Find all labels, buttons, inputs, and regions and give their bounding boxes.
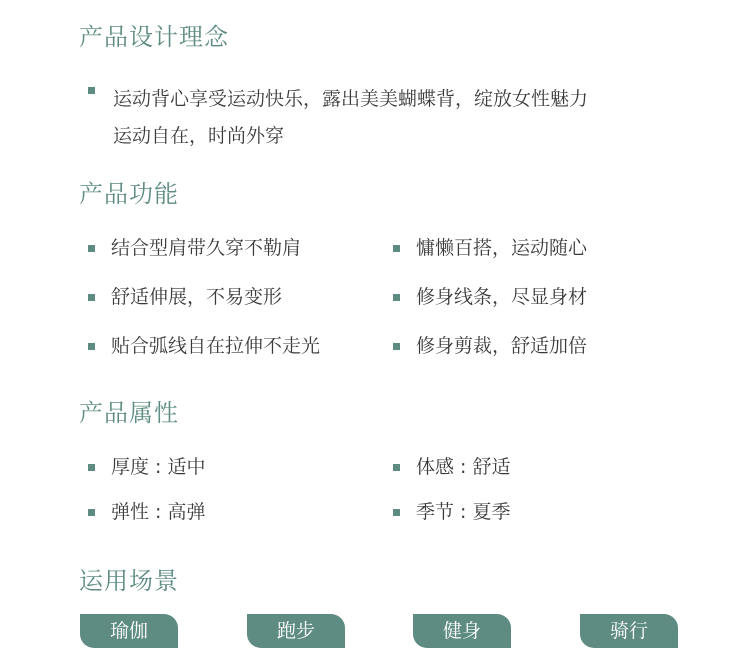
bullet-icon xyxy=(88,464,95,471)
feature-item xyxy=(393,235,587,261)
attribute-item xyxy=(393,454,510,480)
feature-item xyxy=(393,284,587,310)
design-section-title: 产品设计理念 xyxy=(79,23,229,51)
bullet-icon xyxy=(393,294,400,301)
attribute-label: 体感 : 舒适 xyxy=(416,456,511,478)
feature-label: 结合型肩带久穿不勒肩 xyxy=(111,237,302,259)
bullet-icon xyxy=(88,245,95,252)
feature-label: 修身剪裁，舒适加倍 xyxy=(416,335,588,357)
scene-button-cycling[interactable]: 骑行 xyxy=(580,614,678,648)
design-line: 运动背心享受运动快乐，露出美美蝴蝶背，绽放女性魅力 xyxy=(113,88,589,110)
attribute-item xyxy=(393,499,510,525)
scene-button-running[interactable]: 跑步 xyxy=(247,614,345,648)
bullet-icon xyxy=(393,509,400,516)
bullet-icon xyxy=(88,87,95,94)
attribute-label: 弹性 : 高弹 xyxy=(111,501,206,523)
bullet-icon xyxy=(393,245,400,252)
feature-item xyxy=(393,333,587,359)
feature-label: 修身线条，尽显身材 xyxy=(416,286,588,308)
feature-item xyxy=(88,235,301,261)
design-line: 运动自在，时尚外穿 xyxy=(113,125,285,147)
scene-button-fitness[interactable]: 健身 xyxy=(413,614,511,648)
attribute-item xyxy=(88,499,205,525)
bullet-icon xyxy=(88,294,95,301)
feature-item xyxy=(88,333,320,359)
attribute-label: 季节 : 夏季 xyxy=(416,501,511,523)
scenes-section-title: 运用场景 xyxy=(79,567,179,595)
features-section-title: 产品功能 xyxy=(79,180,179,208)
feature-label: 舒适伸展，不易变形 xyxy=(111,286,283,308)
bullet-icon xyxy=(88,509,95,516)
design-concept xyxy=(88,81,588,155)
attribute-item xyxy=(88,454,205,480)
feature-label: 慵懒百搭，运动随心 xyxy=(416,237,588,259)
feature-item xyxy=(88,284,282,310)
bullet-icon xyxy=(393,343,400,350)
attributes-section-title: 产品属性 xyxy=(79,399,179,427)
scene-button-yoga[interactable]: 瑜伽 xyxy=(80,614,178,648)
attribute-label: 厚度 : 适中 xyxy=(111,456,206,478)
bullet-icon xyxy=(88,343,95,350)
feature-label: 贴合弧线自在拉伸不走光 xyxy=(111,335,321,357)
bullet-icon xyxy=(393,464,400,471)
